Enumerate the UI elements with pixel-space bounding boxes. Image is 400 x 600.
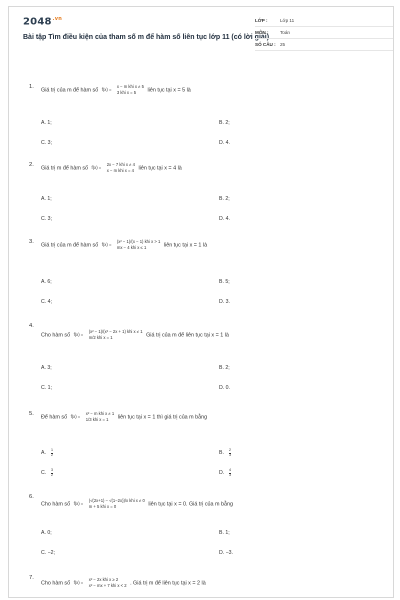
- fraction-numerator: 4: [229, 468, 231, 472]
- option-d[interactable]: D. 4.: [219, 216, 230, 222]
- option-c[interactable]: C. −2;: [41, 550, 55, 556]
- question-text: [41, 411, 386, 423]
- question-number: 4.: [29, 323, 34, 329]
- function-label: f(x) =: [73, 501, 84, 506]
- option-a[interactable]: A. 1;: [41, 120, 52, 126]
- option-b[interactable]: B. 1;: [219, 530, 230, 536]
- option-label: C.: [41, 470, 47, 477]
- document-title: Bài tập Tìm điều kiện của tham số m để hàm số liên tục lớp 11 (có lời giải): [23, 34, 270, 41]
- option-c[interactable]: C. 3;: [41, 140, 52, 146]
- option-c[interactable]: [41, 469, 53, 477]
- option-a[interactable]: [41, 449, 53, 457]
- meta-row-count: [255, 39, 393, 51]
- piece-case: x² − m khi x ≠ 1: [85, 411, 115, 416]
- question-number: 7.: [29, 575, 34, 581]
- meta-value: Toán: [280, 30, 290, 35]
- option-b[interactable]: B. 2;: [219, 196, 230, 202]
- piece-case: x² − mx + 7 khi x < 2: [88, 583, 127, 588]
- question-condition: Giá trị của m để liên tục tại x = 1 là: [146, 332, 229, 339]
- question-number: 6.: [29, 494, 34, 500]
- meta-key: MÔN :: [255, 30, 269, 35]
- piecewise-function: [86, 411, 114, 423]
- question-prompt: Cho hàm số: [41, 332, 71, 339]
- function-label: f(x) =: [70, 414, 81, 419]
- piece-case: m/2 khi x = 1: [88, 335, 113, 340]
- option-label: D.: [219, 470, 225, 477]
- option-fraction: [229, 469, 231, 477]
- meta-row-subject: [255, 27, 393, 39]
- question-text: [41, 84, 386, 96]
- question-condition: liên tục tại x = 0. Giá trị của m bằng: [148, 501, 234, 508]
- function-label: f(x) =: [73, 332, 84, 337]
- question-prompt: Cho hàm số: [41, 501, 71, 508]
- option-a[interactable]: A. 6;: [41, 279, 52, 285]
- fraction-numerator: 3: [51, 468, 53, 472]
- function-label: f(x) =: [91, 165, 102, 170]
- logo-suffix: .vn: [52, 16, 62, 22]
- option-d[interactable]: D. −3.: [219, 550, 233, 556]
- piece-case: 3 khi x = 5: [116, 90, 137, 95]
- function-label: f(x) =: [101, 242, 112, 247]
- meta-value: 25: [280, 42, 286, 47]
- option-b[interactable]: B. 5;: [219, 279, 230, 285]
- question-text: [41, 498, 386, 510]
- question-number: 3.: [29, 239, 34, 245]
- question-text: [41, 329, 386, 341]
- piecewise-function: [89, 498, 145, 510]
- piece-case: m + 5 khi x = 0: [88, 504, 117, 509]
- question-prompt: Giá trị của m để hàm số: [41, 87, 99, 94]
- fraction-denominator: 3: [229, 452, 231, 457]
- site-logo[interactable]: [23, 16, 62, 27]
- option-c[interactable]: C. 1;: [41, 385, 52, 391]
- question-text: [41, 577, 386, 589]
- piece-case: 2x − 7 khi x ≠ 4: [106, 162, 135, 167]
- fraction-denominator: 3: [229, 472, 231, 477]
- meta-key: SỐ CÂU :: [255, 42, 276, 47]
- meta-table: [255, 15, 393, 51]
- option-c[interactable]: C. 4;: [41, 299, 52, 305]
- piece-case: mx − 4 khi x ≤ 1: [116, 245, 147, 250]
- question-text: [41, 162, 386, 174]
- question-prompt: Giá trị của m để hàm số: [41, 242, 99, 249]
- fraction-denominator: 2: [51, 472, 53, 477]
- piece-case: x − m khi x = 4: [106, 168, 134, 173]
- piece-case: x² − 2x khi x ≥ 2: [88, 577, 119, 582]
- question-prompt: Giá trị m để hàm số: [41, 165, 89, 172]
- question-condition: liên tục tại x = 5 là: [147, 87, 191, 94]
- piecewise-function: [89, 329, 143, 341]
- question-number: 1.: [29, 84, 34, 90]
- question-condition: . Giá trị m để liên tục tại x = 2 là: [130, 580, 206, 587]
- option-b[interactable]: B. 2;: [219, 120, 230, 126]
- question-condition: liên tục tại x = 1 là: [163, 242, 208, 249]
- piecewise-function: [117, 239, 160, 251]
- option-label: B.: [219, 450, 224, 457]
- function-label: f(x) =: [101, 87, 112, 92]
- fraction-denominator: 2: [51, 452, 53, 457]
- question-number: 2.: [29, 162, 34, 168]
- question-condition: liên tục tại x = 4 là: [138, 165, 182, 172]
- piece-case: x − m khi x ≠ 5: [116, 84, 144, 89]
- option-a[interactable]: A. 3;: [41, 365, 52, 371]
- option-a[interactable]: A. 1;: [41, 196, 52, 202]
- logo-text: 2048: [23, 16, 52, 28]
- option-c[interactable]: C. 3;: [41, 216, 52, 222]
- question-prompt: Cho hàm số: [41, 580, 71, 587]
- piece-case: (√(2x+1) − √(1−2x))/x khi x ≠ 0: [88, 498, 145, 503]
- document-page: [8, 6, 394, 598]
- option-d[interactable]: D. 0.: [219, 385, 230, 391]
- option-d[interactable]: D. 4.: [219, 140, 230, 146]
- question-number: 5.: [29, 411, 34, 417]
- fraction-numerator: 1: [51, 448, 53, 452]
- piecewise-function: [107, 162, 135, 174]
- option-fraction: [51, 449, 53, 457]
- option-d[interactable]: [219, 469, 231, 477]
- question-prompt: Để hàm số: [41, 414, 68, 421]
- piecewise-function: [89, 577, 127, 589]
- fraction-numerator: 2: [229, 448, 231, 452]
- meta-row-class: [255, 15, 393, 27]
- question-condition: liên tục tại x = 1 thì giá trị của m bằng: [117, 414, 208, 421]
- question-text: [41, 239, 386, 251]
- option-d[interactable]: D. 3.: [219, 299, 230, 305]
- option-fraction: [229, 449, 231, 457]
- meta-value: Lớp 11: [280, 18, 295, 23]
- option-b[interactable]: B. 2;: [219, 365, 230, 371]
- option-b[interactable]: [219, 449, 231, 457]
- function-label: f(x) =: [73, 580, 84, 585]
- piece-case: (x² − 1)/(x − 1) khi x > 1: [116, 239, 161, 244]
- piece-case: (x² − 1)/(x² − 2x + 1) khi x ≠ 1: [88, 329, 143, 334]
- option-fraction: [51, 469, 53, 477]
- meta-key: LỚP :: [255, 18, 268, 23]
- option-a[interactable]: A. 0;: [41, 530, 52, 536]
- option-label: A.: [41, 450, 46, 457]
- piecewise-function: [117, 84, 144, 96]
- piece-case: 1/3 khi x = 1: [85, 417, 109, 422]
